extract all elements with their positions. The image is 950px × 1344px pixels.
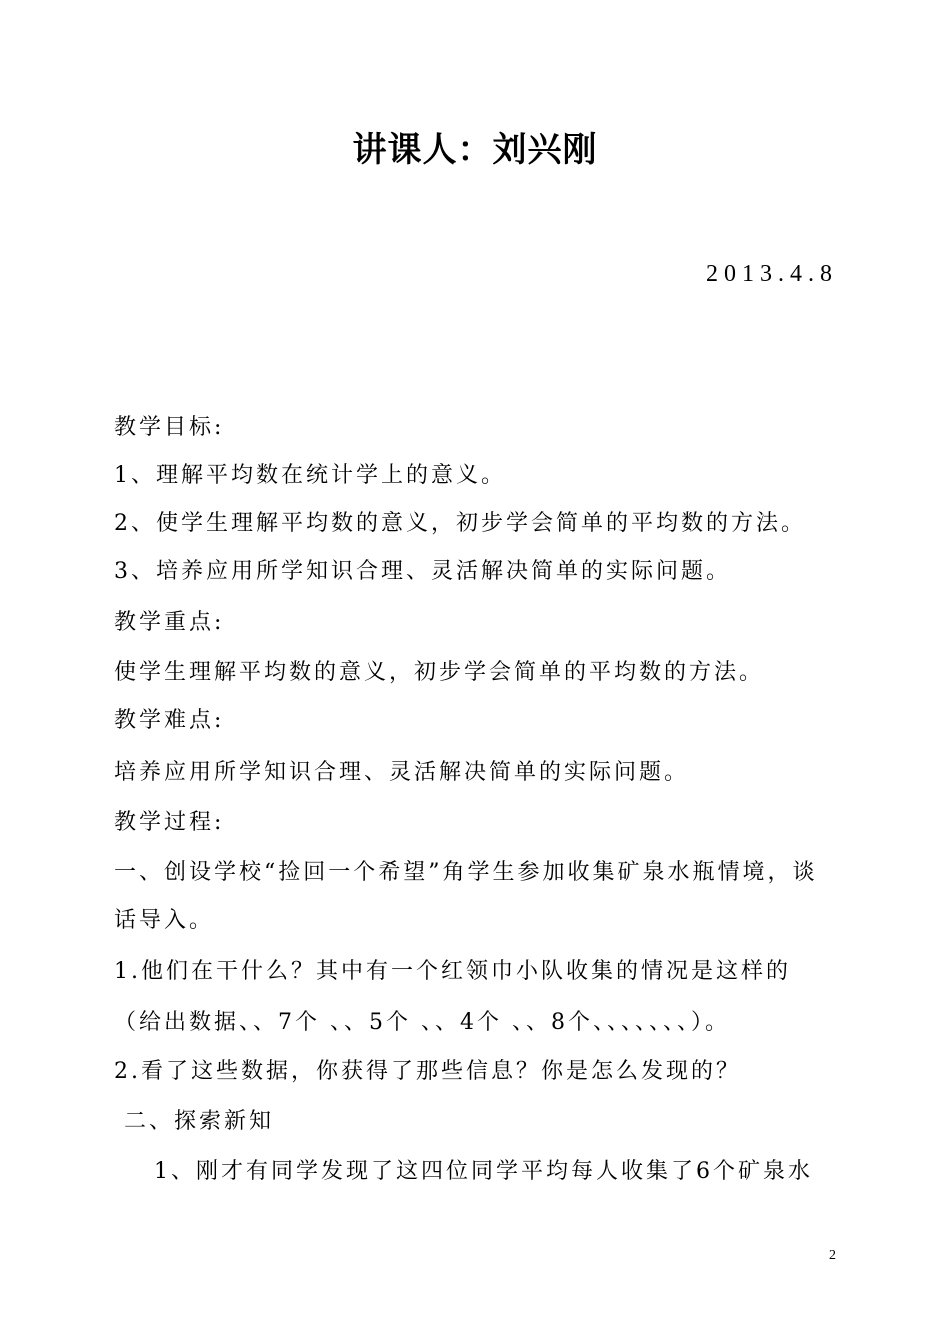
objective-line: 1、理解平均数在统计学上的意义。	[114, 463, 506, 488]
objective-line: 2、使学生理解平均数的意义，初步学会简单的平均数的方法。	[114, 511, 806, 536]
section-heading-difficulties: 教学难点:	[114, 708, 225, 733]
process-paragraph-line: （给出数据、、7个 、、5个 、、4个 、、8个、、、、、、、）。	[114, 1010, 730, 1035]
section-heading-objectives: 教学目标:	[114, 415, 225, 440]
lesson-date: 2013.4.8	[706, 261, 838, 287]
process-paragraph-line: 话导入。	[114, 908, 215, 933]
section-heading-key-points: 教学重点:	[114, 610, 225, 635]
process-paragraph-line: 一、创设学校“捡回一个希望”角学生参加收集矿泉水瓶情境，谈	[114, 860, 818, 885]
section-heading-explore: 二、探索新知	[114, 1109, 274, 1134]
objective-line: 3、培养应用所学知识合理、灵活解决简单的实际问题。	[114, 559, 731, 584]
section-heading-process: 教学过程:	[114, 810, 225, 835]
page-number: 2	[829, 1248, 836, 1263]
process-paragraph-line: 1、刚才有同学发现了这四位同学平均每人收集了6个矿泉水	[114, 1159, 813, 1184]
process-paragraph-line: 1.他们在干什么？其中有一个红领巾小队收集的情况是这样的	[114, 959, 791, 984]
key-point-text: 使学生理解平均数的意义，初步学会简单的平均数的方法。	[114, 660, 765, 685]
page-title: 讲课人：刘兴刚	[352, 130, 598, 170]
process-paragraph-line: 2.看了这些数据，你获得了那些信息？你是怎么发现的？	[114, 1059, 741, 1084]
difficulty-text: 培养应用所学知识合理、灵活解决简单的实际问题。	[114, 760, 690, 785]
